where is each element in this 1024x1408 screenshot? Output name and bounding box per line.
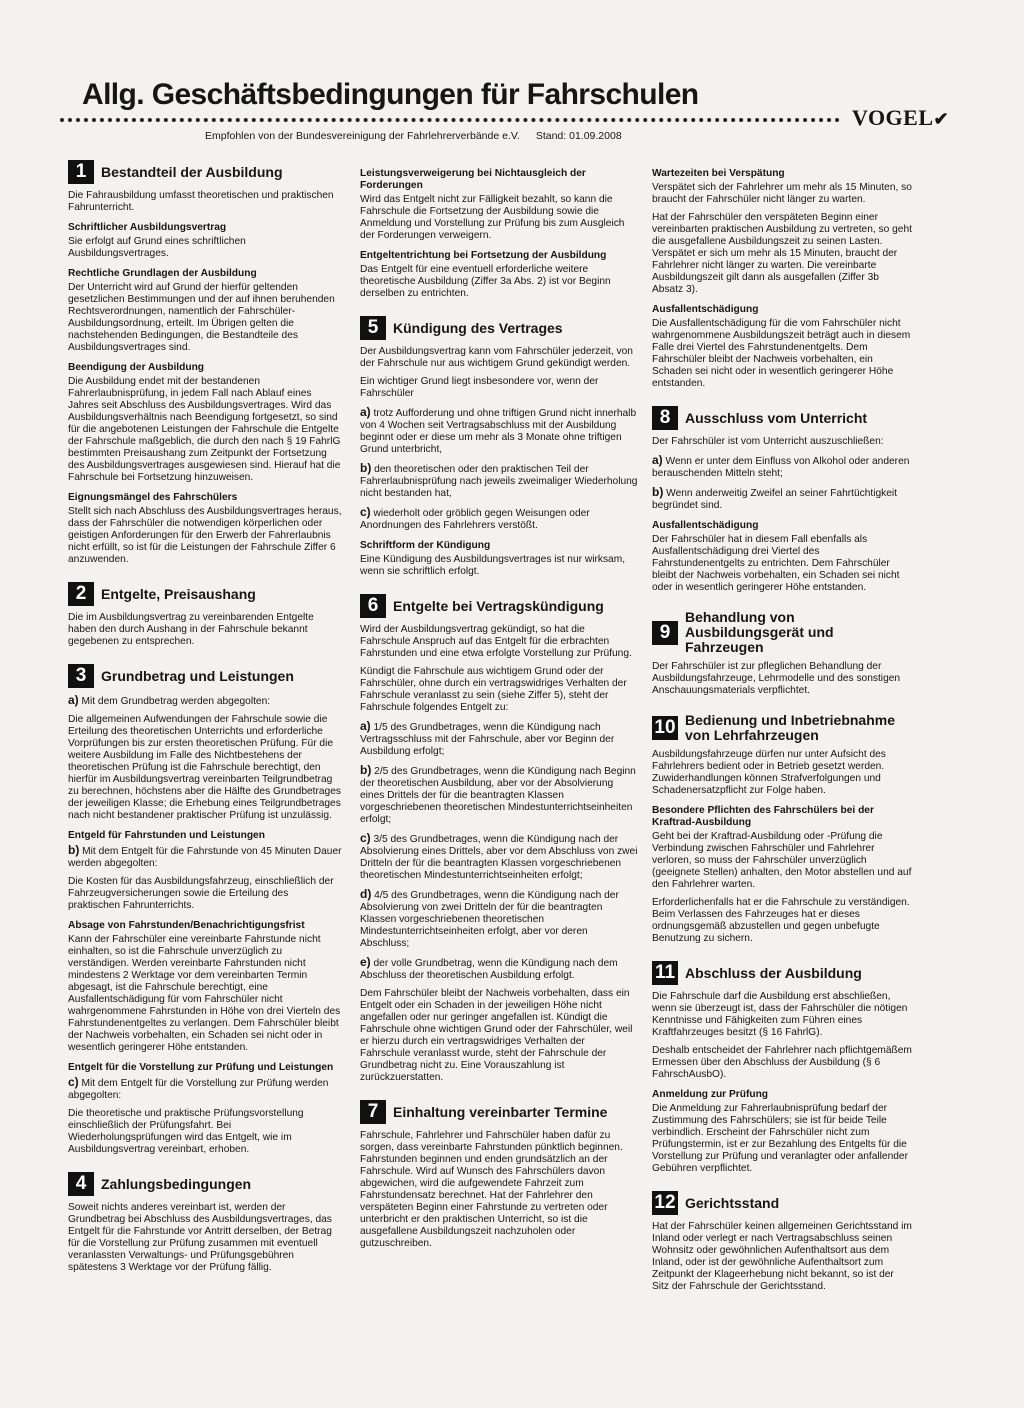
paragraph-text: Mit dem Grundbetrag werden abgegolten: bbox=[81, 696, 271, 707]
subheading: Leistungsverweigerung bei Nichtausgleich der Forderungen bbox=[360, 168, 586, 191]
section-heading bbox=[360, 316, 638, 340]
paragraph bbox=[652, 212, 912, 296]
paragraph-text: Mit dem Entgelt für die Fahrstunde von 45 Minuten Dauer werden abgegolten: bbox=[68, 846, 342, 869]
paragraph bbox=[652, 897, 912, 945]
paragraph-text: Der Ausbildungsvertrag kann vom Fahrschüler jederzeit, von der Fahrschule nur aus wichtigem Grund gekündigt werden. bbox=[360, 346, 633, 369]
paragraph-text: Die im Ausbildungsvertrag zu vereinbarenden Entgelte haben den durch Aushang in der Fahrschule bekannt gegebenen zu entsprechen. bbox=[68, 612, 314, 647]
dotted-divider bbox=[60, 118, 840, 128]
subheading: Beendigung der Ausbildung bbox=[68, 362, 205, 373]
paragraph bbox=[652, 182, 912, 206]
paragraph bbox=[360, 888, 638, 950]
item-label: b) bbox=[360, 763, 372, 777]
section-heading bbox=[68, 664, 342, 688]
section-12 bbox=[652, 1191, 912, 1293]
paragraph-text: 1/5 des Grundbetrages, wenn die Kündigung nach Vertragsschluss mit der Fahrschule, aber vor Beginn der Ausbildung erfolgt; bbox=[360, 722, 615, 757]
paragraph bbox=[652, 486, 912, 512]
logo-text: VOGEL bbox=[852, 105, 934, 130]
text-column-2 bbox=[360, 160, 638, 1266]
paragraph bbox=[360, 666, 638, 714]
paragraph-text: Eine Kündigung des Ausbildungsvertrages ist nur wirksam, wenn sie schriftlich erfolgt. bbox=[360, 554, 626, 577]
paragraph bbox=[68, 236, 342, 260]
paragraph-text: Kündigt die Fahrschule aus wichtigem Grund oder der Fahrschüler, ohne durch ein vertragswidriges Verhalten der Fahrschule veranlasst zu sein (siehe Ziffer 5), steht der Fahrschule folgendes Entgelt zu: bbox=[360, 666, 627, 713]
section-9 bbox=[652, 610, 912, 697]
subtitle-line bbox=[205, 130, 622, 142]
subheading: Entgeltentrichtung bei Fortsetzung der Ausbildung bbox=[360, 250, 607, 261]
section-number: 12 bbox=[652, 1191, 678, 1215]
section-3 bbox=[68, 664, 342, 1156]
section-number: 7 bbox=[360, 1100, 386, 1124]
paragraph-text: Ausbildungsfahrzeuge dürfen nur unter Aufsicht des Fahrlehrers bedient oder in Betrieb gesetzt werden. Zuwiderhandlungen können Strafverfolgungen und Schadenersatzpflicht zur Folge haben. bbox=[652, 749, 886, 796]
paragraph bbox=[360, 462, 638, 500]
section-number: 10 bbox=[652, 716, 678, 740]
paragraph-text: 3/5 des Grundbetrages, wenn die Kündigung nach der Absolvierung eines Drittels, aber vor dem Abschluss von zwei Dritteln der für die beantragten Klassen vorgeschriebenen theoretischen Mindestunterrichtseinheiten erfolgt; bbox=[360, 834, 638, 881]
paragraph bbox=[360, 832, 638, 882]
paragraph bbox=[360, 194, 638, 242]
section-number: 8 bbox=[652, 406, 678, 430]
section-number: 6 bbox=[360, 594, 386, 618]
section-number: 11 bbox=[652, 961, 678, 985]
paragraph-text: Deshalb entscheidet der Fahrlehrer nach pflichtgemäßem Ermessen über den Abschluss der Ausbildung (§ 6 FahrschAusbO). bbox=[652, 1045, 912, 1080]
section-title: Ausschluss vom Unterricht bbox=[685, 409, 868, 426]
section-heading bbox=[652, 610, 912, 655]
section-number: 9 bbox=[652, 621, 678, 645]
paragraph bbox=[652, 436, 912, 448]
item-label: b) bbox=[652, 485, 664, 499]
item-label: e) bbox=[360, 955, 371, 969]
paragraph bbox=[68, 612, 342, 648]
item-label: a) bbox=[68, 693, 79, 707]
paragraph bbox=[360, 346, 638, 370]
section-heading bbox=[652, 713, 912, 743]
paragraph bbox=[68, 934, 342, 1054]
paragraph-text: trotz Aufforderung und ohne triftigen Grund nicht innerhalb von 4 Wochen seit Vertragsabschluss mit der Ausbildung beginnt oder er diese um mehr als 3 Monate ohne triftigen Grund unterbricht, bbox=[360, 408, 637, 455]
section-title: Entgelte bei Vertragskündigung bbox=[393, 597, 604, 614]
page-title: Allg. Geschäftsbedingungen für Fahrschulen bbox=[82, 78, 699, 111]
paragraph-text: Die theoretische und praktische Prüfungsvorstellung einschließlich der Prüfungsfahrt. Bei Wiederholungsprüfungen wird das Entgelt, wie im Ausbildungsvertrag vereinbart, erhoben. bbox=[68, 1108, 304, 1155]
paragraph-text: Der Unterricht wird auf Grund der hierfür geltenden gesetzlichen Bestimmungen und der auf ihnen beruhenden Rechtsverordnungen, namentlich der Fahrschüler-Ausbildungsordnung, erteilt. Im Übrigen gelten die nachstehenden Bedingungen, die Bestandteile des Ausbildungsvertrages sind. bbox=[68, 282, 335, 353]
item-label: a) bbox=[360, 719, 371, 733]
section-6 bbox=[360, 594, 638, 1084]
paragraph-text: Verspätet sich der Fahrlehrer um mehr als 15 Minuten, so braucht der Fahrschüler nicht länger zu warten. bbox=[652, 182, 912, 205]
section-heading bbox=[652, 406, 912, 430]
subheading: Rechtliche Grundlagen der Ausbildung bbox=[68, 268, 257, 279]
paragraph-text: Kann der Fahrschüler eine vereinbarte Fahrstunde nicht einhalten, so ist die Fahrschule unverzüglich zu verständigen. Werden vereinbarte Fahrstunden nicht mindestens 2 Werktage vor dem vereinbarten Termin abgesagt, ist die Fahrschule berechtigt, eine Ausfallentschädigung für vom Fahrschüler nicht wahrgenommene Fahrstunden in Höhe von drei Vierteln des Fahrstundenentgeltes zu verlangen. Dem Fahrschüler bleibt der Nachweis vorbehalten, ein Schaden sei nicht oder in wesentlich geringerer Höhe entstanden. bbox=[68, 934, 341, 1053]
section-4 bbox=[68, 1172, 342, 1274]
section-heading bbox=[360, 594, 638, 618]
section-title: Kündigung des Vertrages bbox=[393, 319, 563, 336]
paragraph-text: Erforderlichenfalls hat er die Fahrschule zu verständigen. Beim Verlassen des Fahrzeuges hat er dieses ordnungsgemäß abzustellen und gegen unbefugte Benutzung zu sichern. bbox=[652, 897, 910, 944]
publisher-logo bbox=[852, 105, 949, 131]
section-1 bbox=[68, 160, 342, 566]
section-11 bbox=[652, 961, 912, 1175]
subheading: Schriftform der Kündigung bbox=[360, 540, 491, 551]
text-column-1 bbox=[68, 160, 342, 1290]
subheading: Wartezeiten bei Verspätung bbox=[652, 168, 785, 179]
paragraph bbox=[360, 764, 638, 826]
section-continued bbox=[360, 168, 638, 300]
section-title: Grundbetrag und Leistungen bbox=[101, 667, 294, 684]
paragraph-text: Der Fahrschüler ist vom Unterricht auszuschließen: bbox=[652, 436, 884, 447]
paragraph-text: wiederholt oder gröblich gegen Weisungen oder Anordnungen des Fahrlehrers verstößt. bbox=[360, 508, 590, 531]
paragraph-text: Soweit nichts anderes vereinbart ist, werden der Grundbetrag bei Abschluss des Ausbildungsvertrages, das Entgelt für die Fahrstunde vor Antritt derselben, der Betrag für die Vorstellung zur Prüfung zusammen mit eventuell veranlassten Verwaltungs- und Prüfungsgebühren spätestens 3 Werktage vor der Prüfung fällig. bbox=[68, 1202, 332, 1273]
paragraph bbox=[652, 534, 912, 594]
paragraph-text: Hat der Fahrschüler den verspäteten Beginn einer vereinbarten praktischen Ausbildung zu vertreten, so geht die ausgefallene Ausbildungszeit zu seinen Lasten. Verspätet er sich um mehr als 15 Minuten, braucht der Fahrlehrer nicht länger zu warten. Die vereinbarte Ausbildungszeit gilt dann als ausgefallen (Ziffer 3b Absatz 3). bbox=[652, 212, 912, 295]
stand-date: Stand: 01.09.2008 bbox=[535, 130, 622, 142]
section-number: 2 bbox=[68, 582, 94, 606]
paragraph bbox=[68, 694, 342, 708]
text-column-3 bbox=[652, 160, 912, 1309]
paragraph bbox=[68, 376, 342, 484]
section-10 bbox=[652, 713, 912, 945]
paragraph-text: 4/5 des Grundbetrages, wenn die Kündigung nach der Absolvierung von zwei Dritteln der für die beantragten Klassen vorgeschriebenen theoretischen Mindestunterrichtseinheiten erfolgt, aber vor deren Abschluss; bbox=[360, 890, 619, 949]
section-heading bbox=[360, 1100, 638, 1124]
paragraph-text: Die Anmeldung zur Fahrerlaubnisprüfung bedarf der Zustimmung des Fahrschülers; sie ist für beide Teile verbindlich. Erscheint der Fahrschüler nicht zum Prüfungstermin, ist er zur Bezahlung des Entgelts für die Vorstellung zur Prüfung und veranlagter oder anfallender Gebühren verpflichtet. bbox=[652, 1103, 908, 1174]
paragraph bbox=[68, 1108, 342, 1156]
subheading: Absage von Fahrstunden/Benachrichtigungsfrist bbox=[68, 920, 305, 931]
item-label: a) bbox=[652, 453, 663, 467]
item-label: b) bbox=[68, 843, 80, 857]
section-title: Entgelte, Preisaushang bbox=[101, 585, 256, 602]
paragraph bbox=[360, 956, 638, 982]
section-title: Bestandteil der Ausbildung bbox=[101, 163, 283, 180]
paragraph-text: Hat der Fahrschüler keinen allgemeinen Gerichtsstand im Inland oder verlegt er nach Vertragsabschluss seinen Wohnsitz oder gewöhnlichen Aufenthaltsort aus dem Inland, oder ist der gewöhnliche Aufenthaltsort zum Zeitpunkt der Klageerhebung nicht bekannt, so ist der Sitz der Fahrschule der Gerichtsstand. bbox=[652, 1221, 912, 1292]
recommendation-text: Empfohlen von der Bundesvereinigung der Fahrlehrerverbände e.V. bbox=[205, 130, 520, 142]
section-title: Einhaltung vereinbarter Termine bbox=[393, 1103, 608, 1120]
paragraph-text: Die Ausbildung endet mit der bestandenen Fahrerlaubnisprüfung, in jedem Fall nach Ablauf eines Jahres seit Abschluss des Ausbildungsvertrages. Wird das Ausbildungsverhältnis nach Beendigung fortgesetzt, so sind für die angebotenen Leistungen der Fahrschule die Entgelte der Fahrschule maßgeblich, die durch den nach § 19 FahrlG bestimmten Preisaushang zum Zeitpunkt der Fortsetzung des Ausbildungsvertrages ausgewiesen sind. Hierauf hat die Fahrschule bei Fortsetzung hinzuweisen. bbox=[68, 376, 341, 483]
paragraph-text: Das Entgelt für eine eventuell erforderliche weitere theoretische Ausbildung (Ziffer 3a Abs. 2) ist vor Beginn derselben zu entrichten. bbox=[360, 264, 611, 299]
section-5 bbox=[360, 316, 638, 578]
section-heading bbox=[68, 1172, 342, 1196]
paragraph bbox=[360, 988, 638, 1084]
subheading: Schriftlicher Ausbildungsvertrag bbox=[68, 222, 227, 233]
section-title: Zahlungsbedingungen bbox=[101, 1175, 252, 1192]
paragraph bbox=[652, 831, 912, 891]
section-number: 4 bbox=[68, 1172, 94, 1196]
paragraph bbox=[360, 376, 638, 400]
section-continued bbox=[652, 168, 912, 390]
section-heading bbox=[652, 1191, 912, 1215]
paragraph bbox=[652, 318, 912, 390]
section-number: 1 bbox=[68, 160, 94, 184]
paragraph bbox=[652, 661, 912, 697]
section-title: Bedienung und Inbetriebnahme von Lehrfahrzeugen bbox=[685, 712, 896, 743]
paragraph-text: den theoretischen oder den praktischen Teil der Fahrerlaubnisprüfung nach jeweils zweimaliger Wiederholung nicht bestanden hat, bbox=[360, 464, 638, 499]
paragraph-text: Wird das Entgelt nicht zur Fälligkeit bezahlt, so kann die Fahrschule die Fortsetzung der Ausbildung sowie die Anmeldung und Vorstellung zur Prüfung bis zum Ausgleich der Forderungen verweigern. bbox=[360, 194, 625, 241]
paragraph bbox=[68, 876, 342, 912]
paragraph-text: Die Ausfallentschädigung für die vom Fahrschüler nicht wahrgenommene Ausbildungszeit beträgt auch in diesem Falle drei Viertel des Fahrstundenentgelts. Dem Fahrschüler bleibt der Nachweis vorbehalten, ein Schaden sei nicht oder in wesentlich geringerer Höhe entstanden. bbox=[652, 318, 911, 389]
paragraph bbox=[68, 1202, 342, 1274]
paragraph bbox=[360, 554, 638, 578]
section-heading bbox=[68, 160, 342, 184]
paragraph bbox=[68, 282, 342, 354]
paragraph-text: Dem Fahrschüler bleibt der Nachweis vorbehalten, dass ein Entgelt oder ein Schaden in der jeweiligen Höhe nicht angefallen oder nur geringer angefallen ist. Kündigt die Fahrschule ohne wichtigen Grund oder der Fahrschüler, weil er hierzu durch ein vertragswidriges Verhalten der Fahrschule veranlasst wurde, steht der Fahrschule der Grundbetrag nicht zu. Eine Vorauszahlung ist zurückzuerstatten. bbox=[360, 988, 633, 1083]
paragraph bbox=[652, 1045, 912, 1081]
section-title: Behandlung von Ausbildungsgerät und Fahrzeugen bbox=[685, 609, 834, 655]
item-label: c) bbox=[360, 505, 371, 519]
subheading: Eignungsmängel des Fahrschülers bbox=[68, 492, 238, 503]
paragraph bbox=[360, 720, 638, 758]
paragraph-text: Geht bei der Kraftrad-Ausbildung oder -Prüfung die Verbindung zwischen Fahrschüler und Fahrlehrer verloren, so muss der Fahrschüler unverzüglich (geeignete Stellen) anhalten, den Motor abstellen und auf den Fahrlehrer warten. bbox=[652, 831, 912, 890]
subheading: Anmeldung zur Prüfung bbox=[652, 1089, 769, 1100]
paragraph-text: Sie erfolgt auf Grund eines schriftlichen Ausbildungsvertrages. bbox=[68, 236, 246, 259]
item-label: c) bbox=[68, 1075, 79, 1089]
paragraph-text: Die allgemeinen Aufwendungen der Fahrschule sowie die Erteilung des theoretischen Unterrichts und erforderliche Vorprüfungen bis zur ersten theoretischen Prüfung. Für die weitere Ausbildung im Falle des Nichtbestehens der theoretischen Prüfung ist die Fahrschule berechtigt, den hierfür im Ausbildungsvertrag vereinbarten Teilgrundbetrag zu berechnen, höchstens aber die Hälfte des Grundbetrages der jeweiligen Klasse; die Erhebung eines Teilgrundbetrages nach nicht bestandener praktischer Prüfung ist unzulässig. bbox=[68, 714, 341, 821]
subheading: Ausfallentschädigung bbox=[652, 304, 759, 315]
paragraph-text: der volle Grundbetrag, wenn die Kündigung nach dem Abschluss der theoretischen Ausbildung erfolgt. bbox=[360, 958, 618, 981]
paragraph bbox=[652, 749, 912, 797]
section-title: Abschluss der Ausbildung bbox=[685, 964, 862, 981]
section-number: 5 bbox=[360, 316, 386, 340]
paragraph bbox=[68, 506, 342, 566]
paragraph-text: Fahrschule, Fahrlehrer und Fahrschüler haben dafür zu sorgen, dass vereinbarte Fahrstunden pünktlich beginnen. Fahrstunden beginnen und enden grundsätzlich an der Fahrschule. Wird auf Wunsch des Fahrschülers davon abgewichen, wird die aufgewendete Fahrzeit zum Fahrstundensatz berechnet. Hat der Fahrlehrer den verspäteten Beginn einer Fahrstunde zu vertreten oder unterbricht er den praktischen Unterricht, so ist die ausgefallene Ausbildungszeit nachzuholen oder gutzuschreiben. bbox=[360, 1130, 623, 1249]
section-heading bbox=[652, 961, 912, 985]
paragraph-text: Der Fahrschüler hat in diesem Fall ebenfalls als Ausfallentschädigung drei Viertel des Fahrstundenentgelts zu entrichten. Dem Fahrschüler bleibt der Nachweis vorbehalten, ein Schaden sei nicht oder in wesentlich geringerer Höhe entstanden. bbox=[652, 534, 900, 593]
section-8 bbox=[652, 406, 912, 594]
paragraph-text: 2/5 des Grundbetrages, wenn die Kündigung nach Beginn der theoretischen Ausbildung, aber vor der Absolvierung eines Drittels der für die beantragten Klassen vorgeschriebenen theoretischen Mindestunterrichtseinheiten erfolgt; bbox=[360, 766, 636, 825]
paragraph-text: Stellt sich nach Abschluss des Ausbildungsvertrages heraus, dass der Fahrschüler die notwendigen körperlichen oder geistigen Anforderungen für den Erwerb der Fahrerlaubnis nicht erfüllt, so ist für die Leistungen der Fahrschule Ziffer 6 anzuwenden. bbox=[68, 506, 342, 565]
paragraph bbox=[68, 714, 342, 822]
section-7 bbox=[360, 1100, 638, 1250]
paragraph-text: Die Fahrausbildung umfasst theoretischen und praktischen Fahrunterricht. bbox=[68, 190, 334, 213]
subheading: Besondere Pflichten des Fahrschülers bei der Kraftrad-Ausbildung bbox=[652, 805, 874, 828]
paragraph-text: Ein wichtiger Grund liegt insbesondere vor, wenn der Fahrschüler bbox=[360, 376, 599, 399]
paragraph bbox=[652, 1103, 912, 1175]
paragraph bbox=[360, 506, 638, 532]
item-label: a) bbox=[360, 405, 371, 419]
paragraph bbox=[68, 1076, 342, 1102]
paragraph-text: Wenn er unter dem Einfluss von Alkohol oder anderen berauschenden Mitteln steht; bbox=[652, 456, 910, 479]
paragraph bbox=[360, 1130, 638, 1250]
subheading: Entgelt für die Vorstellung zur Prüfung und Leistungen bbox=[68, 1062, 334, 1073]
paragraph bbox=[652, 1221, 912, 1293]
section-number: 3 bbox=[68, 664, 94, 688]
item-label: d) bbox=[360, 887, 372, 901]
paragraph bbox=[68, 844, 342, 870]
paragraph-text: Mit dem Entgelt für die Vorstellung zur Prüfung werden abgegolten: bbox=[68, 1078, 329, 1101]
paragraph bbox=[652, 454, 912, 480]
paragraph-text: Die Fahrschule darf die Ausbildung erst abschließen, wenn sie überzeugt ist, dass der Fahrschüler die nötigen Kenntnisse und Fähigkeiten zum Führen eines Kraftfahrzeuges besitzt (§ 16 FahrlG). bbox=[652, 991, 908, 1038]
section-heading bbox=[68, 582, 342, 606]
logo-check-icon: ✔ bbox=[933, 109, 950, 129]
section-title: Gerichtsstand bbox=[685, 1194, 780, 1211]
subheading: Entgeld für Fahrstunden und Leistungen bbox=[68, 830, 265, 841]
paragraph-text: Wenn anderweitig Zweifel an seiner Fahrtüchtigkeit begründet sind. bbox=[652, 488, 898, 511]
paragraph bbox=[360, 264, 638, 300]
paragraph bbox=[68, 190, 342, 214]
paragraph bbox=[652, 991, 912, 1039]
paragraph-text: Wird der Ausbildungsvertrag gekündigt, so hat die Fahrschule Anspruch auf das Entgelt für die erbrachten Fahrstunden und eine etwa erfolgte Vorstellung zur Prüfung. bbox=[360, 624, 632, 659]
item-label: b) bbox=[360, 461, 372, 475]
section-2 bbox=[68, 582, 342, 648]
paragraph bbox=[360, 624, 638, 660]
paragraph bbox=[360, 406, 638, 456]
paragraph-text: Der Fahrschüler ist zur pfleglichen Behandlung der Ausbildungsfahrzeuge, Lehrmodelle und des sonstigen Anschauungsmaterials verpflichtet. bbox=[652, 661, 901, 696]
item-label: c) bbox=[360, 831, 371, 845]
subheading: Ausfallentschädigung bbox=[652, 520, 759, 531]
paragraph-text: Die Kosten für das Ausbildungsfahrzeug, einschließlich der Fahrzeugversicherungen sowie die Erteilung des praktischen Fahrunterrichts. bbox=[68, 876, 334, 911]
document-header bbox=[60, 78, 960, 142]
